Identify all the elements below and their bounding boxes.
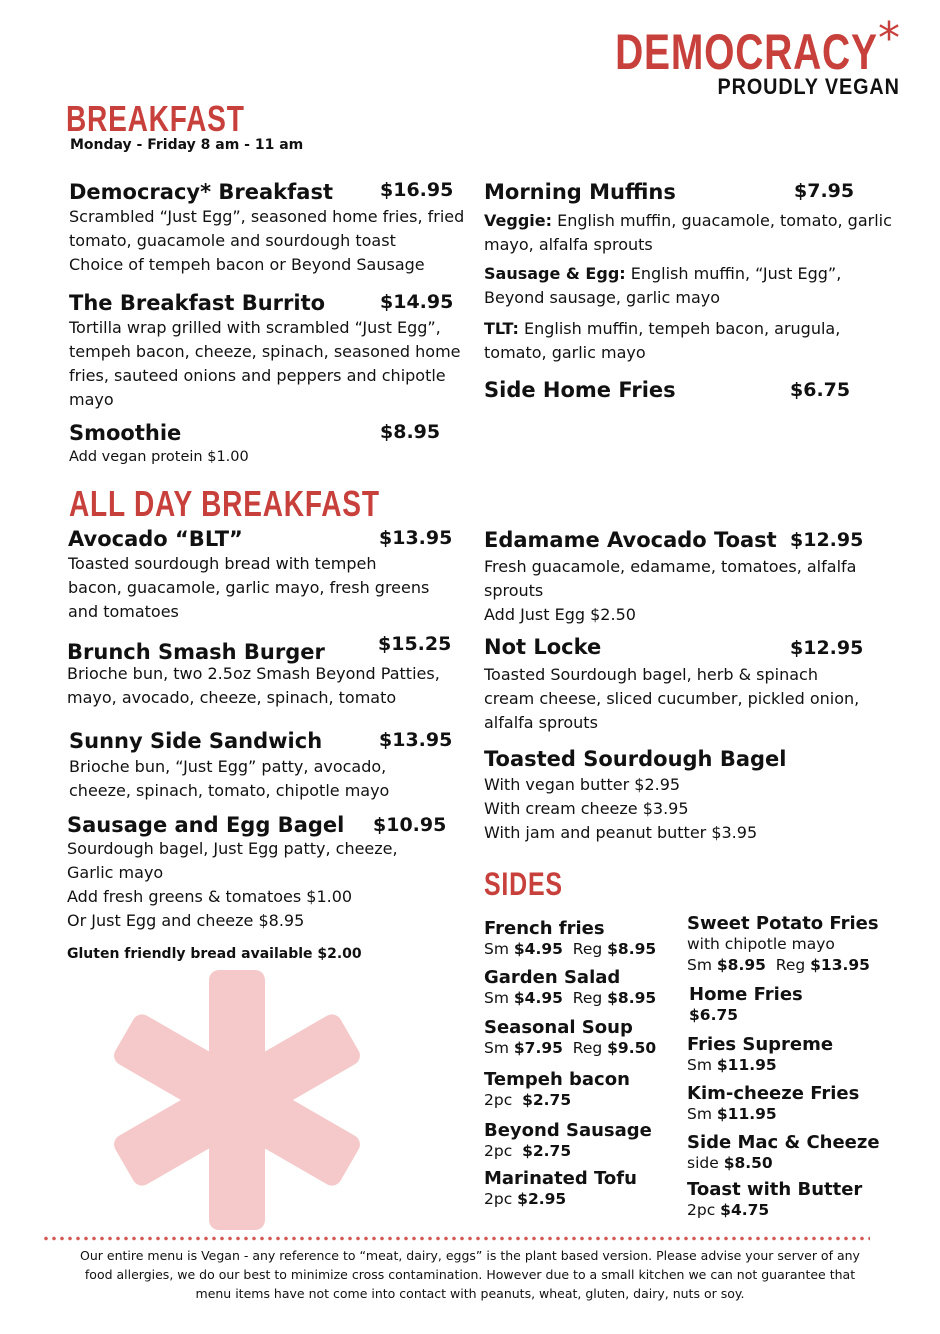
gluten-note: Gluten friendly bread available $2.00 bbox=[67, 946, 362, 962]
brand-name: DEMOCRACY bbox=[615, 24, 878, 80]
menu-item-name: Toasted Sourdough Bagel bbox=[484, 747, 787, 771]
all-day-title: ALL DAY BREAKFAST bbox=[69, 483, 380, 524]
menu-item-price: $6.75 bbox=[790, 379, 851, 401]
menu-item-description: Brioche bun, two 2.5oz Smash Beyond Patties, mayo, avocado, cheeze, spinach, tomato bbox=[67, 664, 440, 707]
menu-item-description: TLT: English muffin, tempeh bacon, arugula, tomato, garlic mayo bbox=[484, 319, 841, 362]
menu-item-description: Sausage & Egg: English muffin, “Just Egg”, Beyond sausage, garlic mayo bbox=[484, 264, 842, 307]
menu-item-description: With vegan butter $2.95 With cream cheeze $3.95 With jam and peanut butter $3.95 bbox=[484, 775, 758, 842]
menu-item-description: Veggie: English muffin, guacamole, tomato, garlic mayo, alfalfa sprouts bbox=[484, 211, 892, 254]
side-item: Side Mac & Cheeze side $8.50 bbox=[687, 1132, 880, 1172]
breakfast-title: BREAKFAST bbox=[66, 98, 245, 139]
sides-title: SIDES bbox=[484, 866, 563, 902]
menu-item-price: $16.95 bbox=[380, 179, 454, 201]
menu-item-price: $13.95 bbox=[379, 527, 453, 549]
side-item: French fries Sm $4.95 Reg $8.95 bbox=[484, 918, 657, 958]
menu-item-price: $12.95 bbox=[790, 529, 864, 551]
brand-tagline: PROUDLY VEGAN bbox=[717, 74, 900, 99]
menu-item-description: Toasted sourdough bread with tempeh bacon, guacamole, garlic mayo, fresh greens and tomatoes bbox=[68, 554, 430, 621]
menu-item-name: Avocado “BLT” bbox=[68, 527, 243, 551]
menu-item-description: Fresh guacamole, edamame, tomatoes, alfalfa sprouts Add Just Egg $2.50 bbox=[484, 557, 857, 624]
menu-item-name: Edamame Avocado Toast bbox=[484, 528, 777, 552]
menu-item-description: Brioche bun, “Just Egg” patty, avocado, cheeze, spinach, tomato, chipotle mayo bbox=[69, 757, 390, 800]
brand-star: * bbox=[878, 13, 900, 64]
side-item: Kim-cheeze Fries Sm $11.95 bbox=[687, 1083, 860, 1123]
menu-item-price: $13.95 bbox=[379, 729, 453, 751]
side-item: Sweet Potato Fries with chipotle mayo Sm $8.95 Reg $13.95 bbox=[687, 913, 879, 974]
menu-item-price: $12.95 bbox=[790, 637, 864, 659]
menu-item-name: Brunch Smash Burger bbox=[67, 640, 325, 664]
menu-item-name: Smoothie bbox=[69, 421, 182, 445]
menu-item-description: Toasted Sourdough bagel, herb & spinach cream cheese, sliced cucumber, pickled onion, alfalfa sprouts bbox=[484, 665, 860, 732]
menu-item-price: $10.95 bbox=[373, 814, 447, 836]
asterisk-watermark-icon bbox=[105, 965, 370, 1230]
breakfast-hours: Monday - Friday 8 am - 11 am bbox=[70, 137, 304, 153]
menu-item-price: $7.95 bbox=[794, 180, 855, 202]
menu-item-description: Scrambled “Just Egg”, seasoned home fries, fried tomato, guacamole and sourdough toast Choice of tempeh bacon or Beyond Sausage bbox=[69, 207, 465, 274]
menu-item-name: Morning Muffins bbox=[484, 180, 676, 204]
dotted-divider bbox=[42, 1236, 870, 1241]
side-item: Fries Supreme Sm $11.95 bbox=[687, 1034, 834, 1074]
side-item: Marinated Tofu 2pc $2.95 bbox=[484, 1168, 637, 1208]
side-item: Toast with Butter 2pc $4.75 bbox=[687, 1179, 863, 1219]
menu-item-name: Sausage and Egg Bagel bbox=[67, 813, 345, 837]
menu-item-description: Sourdough bagel, Just Egg patty, cheeze, Garlic mayo Add fresh greens & tomatoes $1.00 Or Just Egg and cheeze $8.95 bbox=[67, 839, 398, 930]
menu-item-description: Tortilla wrap grilled with scrambled “Just Egg”, tempeh bacon, cheeze, spinach, seasoned home fries, sauteed onions and peppers and chipotle mayo bbox=[69, 318, 461, 409]
side-item: Tempeh bacon 2pc $2.75 bbox=[484, 1069, 630, 1109]
menu-item-name: The Breakfast Burrito bbox=[69, 291, 326, 315]
side-item: Seasonal Soup Sm $7.95 Reg $9.50 bbox=[484, 1017, 657, 1057]
menu-item-name: Not Locke bbox=[484, 635, 602, 659]
menu-item-price: $15.25 bbox=[378, 633, 452, 655]
menu-item-name: Side Home Fries bbox=[484, 378, 676, 402]
side-item: Beyond Sausage 2pc $2.75 bbox=[484, 1120, 652, 1160]
menu-item-name: Democracy* Breakfast bbox=[69, 180, 333, 204]
menu-item-name: Sunny Side Sandwich bbox=[69, 729, 323, 753]
menu-item-description: Add vegan protein $1.00 bbox=[69, 449, 249, 465]
brand-block bbox=[541, 13, 900, 100]
menu-item-price: $14.95 bbox=[380, 291, 454, 313]
allergy-disclaimer: Our entire menu is Vegan - any reference to “meat, dairy, eggs” is the plant based version. Please advise your server of any food allergies, we do our best to minimize cross contamination. However due to a small kitchen we can not guarantee that menu items have not come into contact with peanuts, wheat, gluten, dairy, nuts or soy. bbox=[80, 1248, 860, 1301]
menu-item-price: $8.95 bbox=[380, 421, 441, 443]
side-item: Garden Salad Sm $4.95 Reg $8.95 bbox=[484, 967, 657, 1007]
side-item: Home Fries $6.75 bbox=[689, 984, 803, 1024]
